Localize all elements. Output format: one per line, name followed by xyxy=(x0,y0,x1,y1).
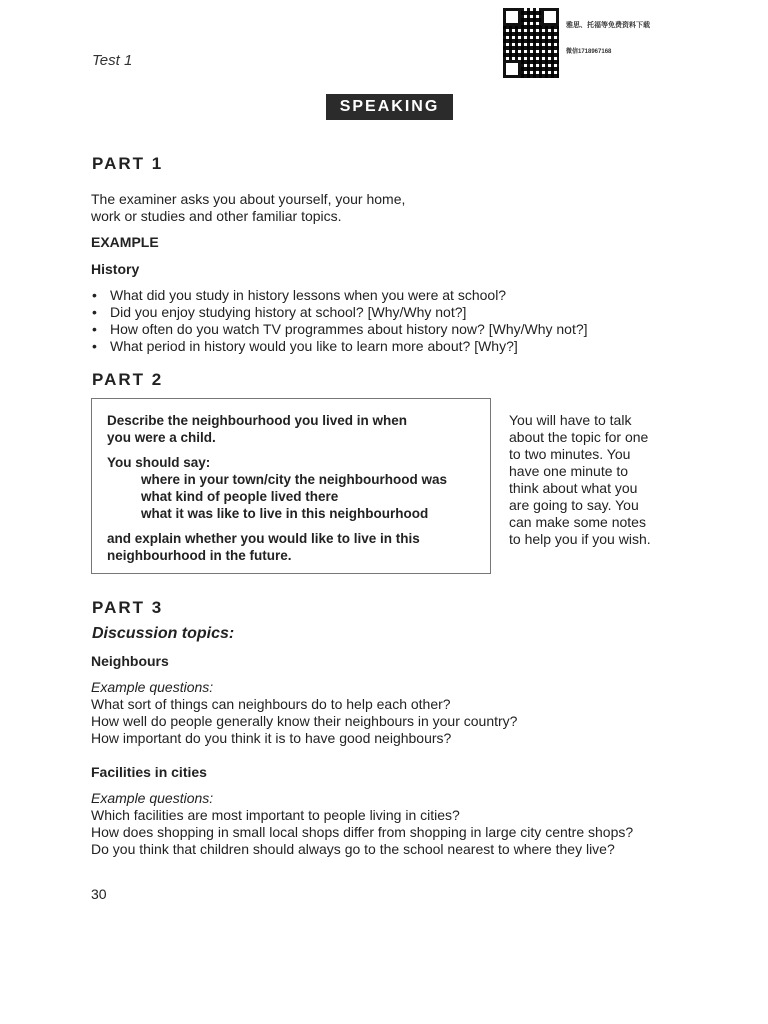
topic-title: Facilities in cities xyxy=(91,764,207,780)
list-item: Do you think that children should always go to the school nearest to where they live? xyxy=(91,841,615,857)
list-item: • How often do you watch TV programmes about history now? [Why/Why not?] xyxy=(91,321,588,338)
cue-explain-line: and explain whether you would like to live in this xyxy=(107,531,420,546)
running-header: Test 1 xyxy=(92,52,133,69)
topic-title: Neighbours xyxy=(91,653,169,669)
instruction-line: about the topic for one xyxy=(509,429,649,445)
part1-intro-line: The examiner asks you about yourself, your home, xyxy=(91,191,406,207)
discussion-label: Discussion topics: xyxy=(92,625,235,642)
cue-points xyxy=(141,471,447,522)
part1-intro-line: work or studies and other familiar topics. xyxy=(91,208,342,224)
cue-point: what kind of people lived there xyxy=(141,489,339,504)
page-number: 30 xyxy=(91,886,107,902)
part3-heading: PART 3 xyxy=(92,598,164,617)
instruction-line: have one minute to xyxy=(509,463,629,479)
part1-question-list xyxy=(91,287,588,355)
cue-point: where in your town/city the neighbourhood was xyxy=(141,472,448,487)
part2-instructions xyxy=(509,412,679,548)
instruction-line: to help you if you wish. xyxy=(509,531,651,547)
list-item: • What period in history would you like to learn more about? [Why?] xyxy=(91,338,588,355)
list-item: How important do you think it is to have good neighbours? xyxy=(91,730,452,746)
qr-caption-line1: 雅思、托福等免费资料下载 xyxy=(566,22,650,29)
list-item: How well do people generally know their neighbours in your country? xyxy=(91,713,518,729)
cue-should-say: You should say: xyxy=(107,455,211,470)
instruction-line: think about what you xyxy=(509,480,638,496)
example-questions-label: Example questions: xyxy=(91,790,214,806)
cue-point: what it was like to live in this neighbourhood xyxy=(141,506,429,521)
part1-heading: PART 1 xyxy=(92,154,164,173)
part1-example-label: EXAMPLE xyxy=(91,234,159,250)
list-item: • Did you enjoy studying history at school? [Why/Why not?] xyxy=(91,304,588,321)
part2-heading: PART 2 xyxy=(92,370,164,389)
list-item: What sort of things can neighbours do to help each other? xyxy=(91,696,451,712)
cue-title-line: Describe the neighbourhood you lived in when xyxy=(107,413,408,428)
topic-question-list xyxy=(91,696,517,747)
part1-intro xyxy=(91,191,405,225)
instruction-line: to two minutes. You xyxy=(509,446,631,462)
example-questions-label: Example questions: xyxy=(91,679,214,695)
cue-explain-line: neighbourhood in the future. xyxy=(107,548,292,563)
topic-question-list xyxy=(91,807,633,858)
cue-explain xyxy=(107,530,420,564)
list-item: How does shopping in small local shops differ from shopping in large city centre shops? xyxy=(91,824,634,840)
section-badge: SPEAKING xyxy=(326,94,453,120)
instruction-line: are going to say. You xyxy=(509,497,639,513)
qr-code-icon xyxy=(503,8,559,78)
list-item: Which facilities are most important to people living in cities? xyxy=(91,807,460,823)
instruction-line: can make some notes xyxy=(509,514,646,530)
list-item: • What did you study in history lessons when you were at school? xyxy=(91,287,588,304)
cue-card-title xyxy=(107,412,407,446)
qr-caption-line2: 微信1718967168 xyxy=(566,49,612,55)
instruction-line: You will have to talk xyxy=(509,412,632,428)
part1-topic: History xyxy=(91,261,140,277)
cue-title-line: you were a child. xyxy=(107,430,216,445)
